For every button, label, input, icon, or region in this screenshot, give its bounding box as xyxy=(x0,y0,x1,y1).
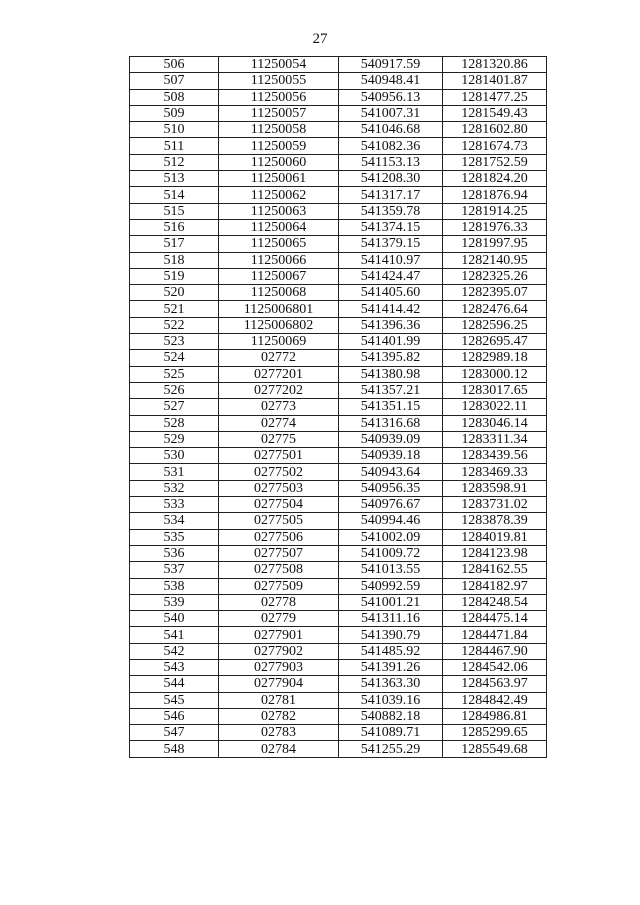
x-coordinate-cell: 541007.31 xyxy=(339,105,443,121)
x-coordinate-cell: 540976.67 xyxy=(339,497,443,513)
table-row xyxy=(130,415,547,431)
x-coordinate-cell: 541405.60 xyxy=(339,285,443,301)
point-id-cell: 0277903 xyxy=(219,659,339,675)
point-id-cell: 1125006801 xyxy=(219,301,339,317)
row-number-cell: 541 xyxy=(130,627,219,643)
x-coordinate-cell: 541414.42 xyxy=(339,301,443,317)
table-row xyxy=(130,219,547,235)
table-row xyxy=(130,285,547,301)
row-number-cell: 526 xyxy=(130,382,219,398)
table-row xyxy=(130,89,547,105)
table-row xyxy=(130,399,547,415)
row-number-cell: 507 xyxy=(130,73,219,89)
y-coordinate-cell: 1281976.33 xyxy=(443,219,547,235)
table-row xyxy=(130,741,547,757)
y-coordinate-cell: 1281320.86 xyxy=(443,57,547,73)
table-row xyxy=(130,513,547,529)
row-number-cell: 520 xyxy=(130,285,219,301)
table-row xyxy=(130,350,547,366)
point-id-cell: 0277509 xyxy=(219,578,339,594)
row-number-cell: 508 xyxy=(130,89,219,105)
x-coordinate-cell: 541391.26 xyxy=(339,659,443,675)
point-id-cell: 0277506 xyxy=(219,529,339,545)
row-number-cell: 543 xyxy=(130,659,219,675)
table-row xyxy=(130,464,547,480)
y-coordinate-cell: 1284019.81 xyxy=(443,529,547,545)
point-id-cell: 11250057 xyxy=(219,105,339,121)
x-coordinate-cell: 541316.68 xyxy=(339,415,443,431)
row-number-cell: 514 xyxy=(130,187,219,203)
table-row xyxy=(130,236,547,252)
y-coordinate-cell: 1281602.80 xyxy=(443,122,547,138)
row-number-cell: 527 xyxy=(130,399,219,415)
point-id-cell: 02783 xyxy=(219,725,339,741)
point-id-cell: 02779 xyxy=(219,611,339,627)
y-coordinate-cell: 1281876.94 xyxy=(443,187,547,203)
table-row xyxy=(130,252,547,268)
row-number-cell: 512 xyxy=(130,154,219,170)
row-number-cell: 515 xyxy=(130,203,219,219)
x-coordinate-cell: 540956.35 xyxy=(339,480,443,496)
point-id-cell: 1125006802 xyxy=(219,317,339,333)
table-row xyxy=(130,171,547,187)
table-row xyxy=(130,105,547,121)
y-coordinate-cell: 1281997.95 xyxy=(443,236,547,252)
row-number-cell: 513 xyxy=(130,171,219,187)
row-number-cell: 536 xyxy=(130,545,219,561)
y-coordinate-cell: 1284842.49 xyxy=(443,692,547,708)
row-number-cell: 548 xyxy=(130,741,219,757)
x-coordinate-cell: 541351.15 xyxy=(339,399,443,415)
y-coordinate-cell: 1284986.81 xyxy=(443,708,547,724)
y-coordinate-cell: 1281752.59 xyxy=(443,154,547,170)
x-coordinate-cell: 540939.18 xyxy=(339,448,443,464)
y-coordinate-cell: 1281914.25 xyxy=(443,203,547,219)
point-id-cell: 11250061 xyxy=(219,171,339,187)
table-row xyxy=(130,480,547,496)
point-id-cell: 02784 xyxy=(219,741,339,757)
table-row xyxy=(130,301,547,317)
table-row xyxy=(130,334,547,350)
y-coordinate-cell: 1283598.91 xyxy=(443,480,547,496)
point-id-cell: 11250056 xyxy=(219,89,339,105)
table-row xyxy=(130,268,547,284)
point-id-cell: 11250054 xyxy=(219,57,339,73)
x-coordinate-cell: 541379.15 xyxy=(339,236,443,252)
y-coordinate-cell: 1281477.25 xyxy=(443,89,547,105)
table-row xyxy=(130,627,547,643)
table-row xyxy=(130,122,547,138)
x-coordinate-cell: 540948.41 xyxy=(339,73,443,89)
table-row xyxy=(130,57,547,73)
table-row xyxy=(130,138,547,154)
table-row xyxy=(130,562,547,578)
table-row xyxy=(130,497,547,513)
x-coordinate-cell: 540956.13 xyxy=(339,89,443,105)
point-id-cell: 0277501 xyxy=(219,448,339,464)
x-coordinate-cell: 541001.21 xyxy=(339,594,443,610)
point-id-cell: 0277507 xyxy=(219,545,339,561)
point-id-cell: 11250060 xyxy=(219,154,339,170)
table-row xyxy=(130,545,547,561)
point-id-cell: 11250062 xyxy=(219,187,339,203)
coordinates-table xyxy=(129,56,547,758)
row-number-cell: 506 xyxy=(130,57,219,73)
y-coordinate-cell: 1285549.68 xyxy=(443,741,547,757)
row-number-cell: 538 xyxy=(130,578,219,594)
row-number-cell: 539 xyxy=(130,594,219,610)
table-row xyxy=(130,659,547,675)
table-row xyxy=(130,529,547,545)
y-coordinate-cell: 1282989.18 xyxy=(443,350,547,366)
y-coordinate-cell: 1281549.43 xyxy=(443,105,547,121)
x-coordinate-cell: 540994.46 xyxy=(339,513,443,529)
row-number-cell: 546 xyxy=(130,708,219,724)
x-coordinate-cell: 540943.64 xyxy=(339,464,443,480)
y-coordinate-cell: 1284123.98 xyxy=(443,545,547,561)
x-coordinate-cell: 541357.21 xyxy=(339,382,443,398)
x-coordinate-cell: 541002.09 xyxy=(339,529,443,545)
row-number-cell: 521 xyxy=(130,301,219,317)
x-coordinate-cell: 541089.71 xyxy=(339,725,443,741)
row-number-cell: 510 xyxy=(130,122,219,138)
y-coordinate-cell: 1282325.26 xyxy=(443,268,547,284)
x-coordinate-cell: 541255.29 xyxy=(339,741,443,757)
table-row xyxy=(130,643,547,659)
x-coordinate-cell: 541208.30 xyxy=(339,171,443,187)
y-coordinate-cell: 1281674.73 xyxy=(443,138,547,154)
coordinates-table-body xyxy=(130,57,547,758)
point-id-cell: 02772 xyxy=(219,350,339,366)
x-coordinate-cell: 540917.59 xyxy=(339,57,443,73)
point-id-cell: 02774 xyxy=(219,415,339,431)
y-coordinate-cell: 1283022.11 xyxy=(443,399,547,415)
x-coordinate-cell: 541380.98 xyxy=(339,366,443,382)
table-row xyxy=(130,431,547,447)
row-number-cell: 519 xyxy=(130,268,219,284)
row-number-cell: 537 xyxy=(130,562,219,578)
x-coordinate-cell: 541390.79 xyxy=(339,627,443,643)
point-id-cell: 0277502 xyxy=(219,464,339,480)
row-number-cell: 528 xyxy=(130,415,219,431)
x-coordinate-cell: 541424.47 xyxy=(339,268,443,284)
x-coordinate-cell: 540939.09 xyxy=(339,431,443,447)
point-id-cell: 11250064 xyxy=(219,219,339,235)
point-id-cell: 11250058 xyxy=(219,122,339,138)
x-coordinate-cell: 541363.30 xyxy=(339,676,443,692)
row-number-cell: 516 xyxy=(130,219,219,235)
x-coordinate-cell: 541374.15 xyxy=(339,219,443,235)
point-id-cell: 0277202 xyxy=(219,382,339,398)
y-coordinate-cell: 1282596.25 xyxy=(443,317,547,333)
row-number-cell: 532 xyxy=(130,480,219,496)
table-row xyxy=(130,317,547,333)
y-coordinate-cell: 1281401.87 xyxy=(443,73,547,89)
row-number-cell: 511 xyxy=(130,138,219,154)
point-id-cell: 0277508 xyxy=(219,562,339,578)
x-coordinate-cell: 541485.92 xyxy=(339,643,443,659)
y-coordinate-cell: 1283878.39 xyxy=(443,513,547,529)
y-coordinate-cell: 1283311.34 xyxy=(443,431,547,447)
x-coordinate-cell: 541311.16 xyxy=(339,611,443,627)
table-row xyxy=(130,725,547,741)
y-coordinate-cell: 1283731.02 xyxy=(443,497,547,513)
point-id-cell: 02773 xyxy=(219,399,339,415)
point-id-cell: 11250063 xyxy=(219,203,339,219)
y-coordinate-cell: 1283469.33 xyxy=(443,464,547,480)
x-coordinate-cell: 541410.97 xyxy=(339,252,443,268)
table-row xyxy=(130,203,547,219)
point-id-cell: 0277201 xyxy=(219,366,339,382)
table-row xyxy=(130,611,547,627)
x-coordinate-cell: 541039.16 xyxy=(339,692,443,708)
row-number-cell: 518 xyxy=(130,252,219,268)
y-coordinate-cell: 1283046.14 xyxy=(443,415,547,431)
row-number-cell: 542 xyxy=(130,643,219,659)
x-coordinate-cell: 541396.36 xyxy=(339,317,443,333)
point-id-cell: 11250066 xyxy=(219,252,339,268)
y-coordinate-cell: 1283000.12 xyxy=(443,366,547,382)
row-number-cell: 517 xyxy=(130,236,219,252)
point-id-cell: 11250067 xyxy=(219,268,339,284)
table-row xyxy=(130,73,547,89)
y-coordinate-cell: 1283017.65 xyxy=(443,382,547,398)
row-number-cell: 531 xyxy=(130,464,219,480)
point-id-cell: 11250069 xyxy=(219,334,339,350)
y-coordinate-cell: 1284162.55 xyxy=(443,562,547,578)
point-id-cell: 0277901 xyxy=(219,627,339,643)
page-number: 27 xyxy=(312,31,328,47)
table-row xyxy=(130,382,547,398)
point-id-cell: 02778 xyxy=(219,594,339,610)
y-coordinate-cell: 1284248.54 xyxy=(443,594,547,610)
row-number-cell: 544 xyxy=(130,676,219,692)
point-id-cell: 0277505 xyxy=(219,513,339,529)
point-id-cell: 0277503 xyxy=(219,480,339,496)
row-number-cell: 525 xyxy=(130,366,219,382)
y-coordinate-cell: 1282695.47 xyxy=(443,334,547,350)
table-row xyxy=(130,448,547,464)
row-number-cell: 535 xyxy=(130,529,219,545)
point-id-cell: 02782 xyxy=(219,708,339,724)
y-coordinate-cell: 1281824.20 xyxy=(443,171,547,187)
y-coordinate-cell: 1284467.90 xyxy=(443,643,547,659)
table-row xyxy=(130,366,547,382)
point-id-cell: 02775 xyxy=(219,431,339,447)
row-number-cell: 509 xyxy=(130,105,219,121)
row-number-cell: 530 xyxy=(130,448,219,464)
point-id-cell: 11250068 xyxy=(219,285,339,301)
table-row xyxy=(130,692,547,708)
row-number-cell: 524 xyxy=(130,350,219,366)
x-coordinate-cell: 541046.68 xyxy=(339,122,443,138)
x-coordinate-cell: 541013.55 xyxy=(339,562,443,578)
point-id-cell: 11250055 xyxy=(219,73,339,89)
point-id-cell: 11250059 xyxy=(219,138,339,154)
y-coordinate-cell: 1284542.06 xyxy=(443,659,547,675)
x-coordinate-cell: 541401.99 xyxy=(339,334,443,350)
x-coordinate-cell: 541009.72 xyxy=(339,545,443,561)
y-coordinate-cell: 1284182.97 xyxy=(443,578,547,594)
row-number-cell: 522 xyxy=(130,317,219,333)
y-coordinate-cell: 1282476.64 xyxy=(443,301,547,317)
row-number-cell: 533 xyxy=(130,497,219,513)
point-id-cell: 02781 xyxy=(219,692,339,708)
y-coordinate-cell: 1285299.65 xyxy=(443,725,547,741)
point-id-cell: 0277902 xyxy=(219,643,339,659)
x-coordinate-cell: 541317.17 xyxy=(339,187,443,203)
y-coordinate-cell: 1284475.14 xyxy=(443,611,547,627)
x-coordinate-cell: 541153.13 xyxy=(339,154,443,170)
y-coordinate-cell: 1284563.97 xyxy=(443,676,547,692)
row-number-cell: 545 xyxy=(130,692,219,708)
x-coordinate-cell: 540992.59 xyxy=(339,578,443,594)
x-coordinate-cell: 541395.82 xyxy=(339,350,443,366)
y-coordinate-cell: 1282395.07 xyxy=(443,285,547,301)
row-number-cell: 547 xyxy=(130,725,219,741)
point-id-cell: 0277504 xyxy=(219,497,339,513)
x-coordinate-cell: 541082.36 xyxy=(339,138,443,154)
table-row xyxy=(130,187,547,203)
y-coordinate-cell: 1284471.84 xyxy=(443,627,547,643)
point-id-cell: 11250065 xyxy=(219,236,339,252)
row-number-cell: 534 xyxy=(130,513,219,529)
table-row xyxy=(130,676,547,692)
table-row xyxy=(130,594,547,610)
table-row xyxy=(130,578,547,594)
table-row xyxy=(130,708,547,724)
row-number-cell: 540 xyxy=(130,611,219,627)
row-number-cell: 523 xyxy=(130,334,219,350)
y-coordinate-cell: 1282140.95 xyxy=(443,252,547,268)
x-coordinate-cell: 540882.18 xyxy=(339,708,443,724)
y-coordinate-cell: 1283439.56 xyxy=(443,448,547,464)
table-row xyxy=(130,154,547,170)
x-coordinate-cell: 541359.78 xyxy=(339,203,443,219)
point-id-cell: 0277904 xyxy=(219,676,339,692)
row-number-cell: 529 xyxy=(130,431,219,447)
